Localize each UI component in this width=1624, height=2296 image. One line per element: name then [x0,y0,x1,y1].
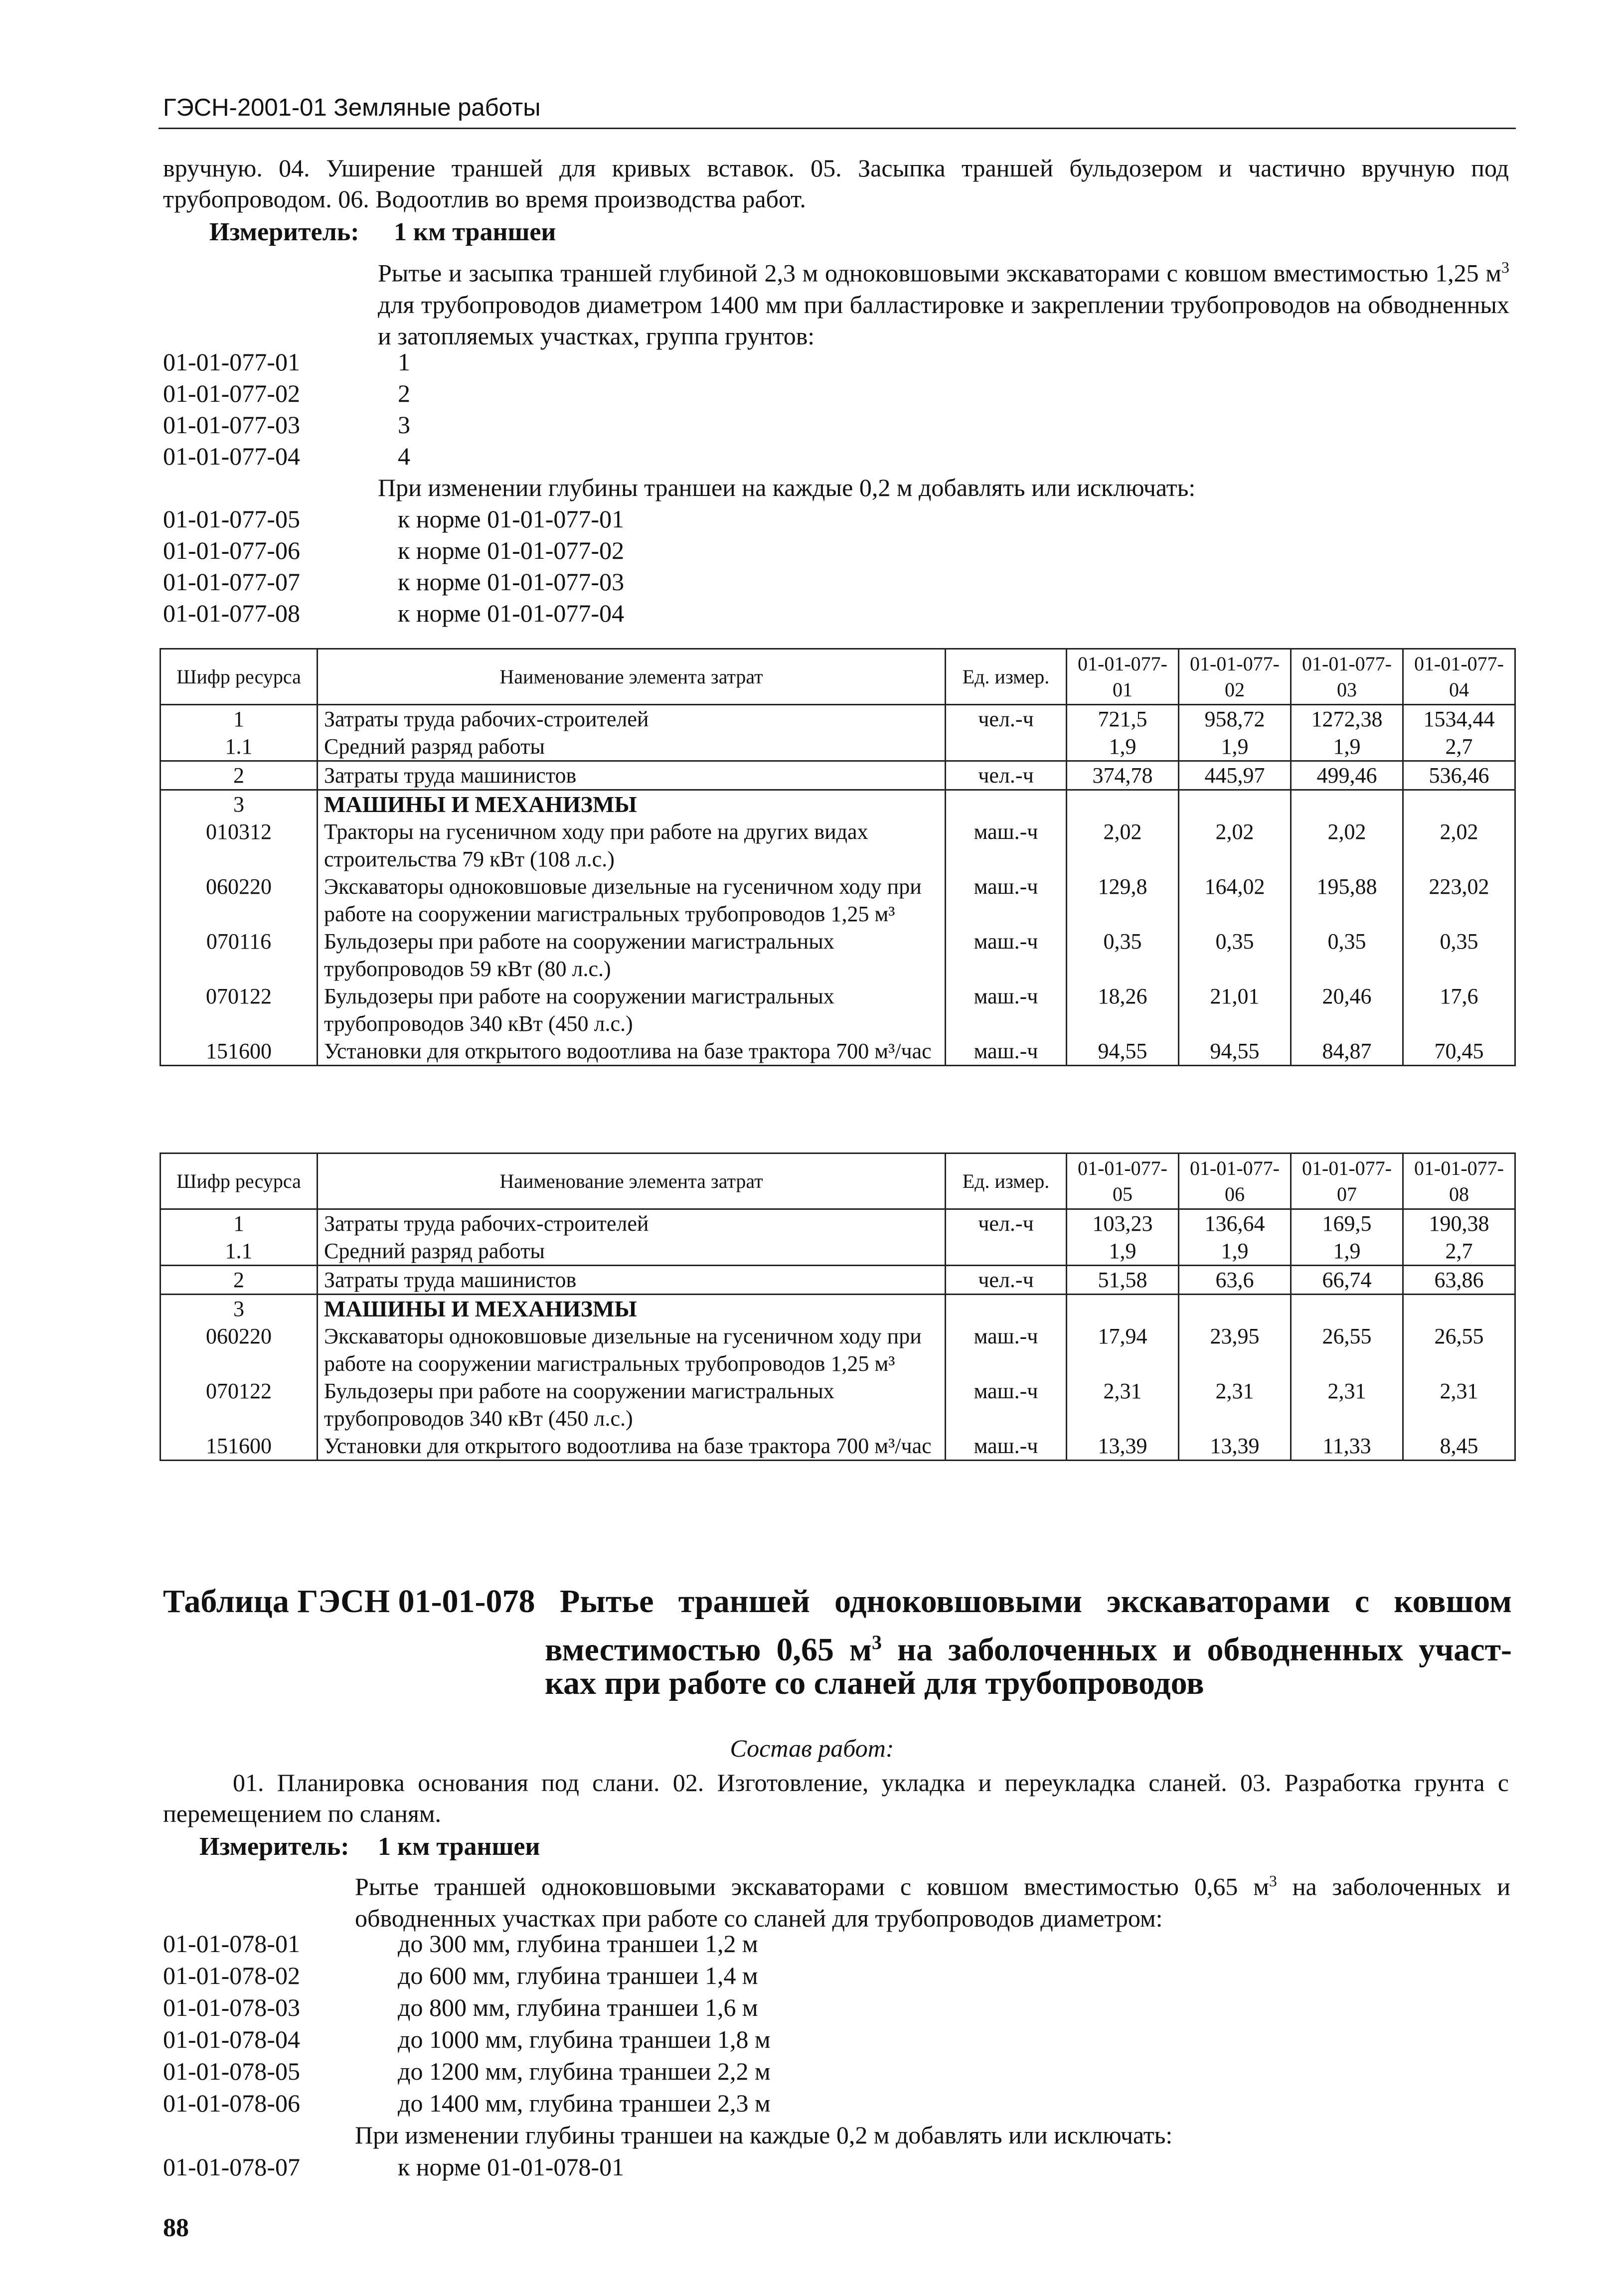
row-name: Экскаваторы одноковшовые дизельные на гусеничном ходу при работе на сооружении магистральных трубопроводов 1,25 м³ [318,873,946,928]
row-value: 445,97 [1179,761,1291,790]
row-value: 13,39 [1067,1432,1179,1461]
row-code: 151600 [161,1432,318,1461]
norm-value: 4 [398,442,410,470]
row-unit: чел.-ч [946,705,1067,733]
row-name: Тракторы на гусеничном ходу при работе на других видах строительства 79 кВт (108 л.с.) [318,818,946,873]
row-value: 169,5 [1291,1209,1403,1238]
col-header-norm: 01-01-077-08 [1403,1153,1515,1209]
row-code: 060220 [161,1322,318,1377]
row-value: 195,88 [1291,873,1403,928]
norm-value: 1 [398,348,410,376]
table-title-line-3: ках при работе со сланей для трубопроводов [545,1665,1204,1701]
row-value: 958,72 [1179,705,1291,733]
row-name: Бульдозеры при работе на сооружении магистральных трубопроводов 340 кВт (450 л.с.) [318,1377,946,1432]
norm-code: 01-01-078-07 [163,2153,300,2181]
row-code: 070122 [161,983,318,1037]
row-code: 010312 [161,818,318,873]
row-unit: маш.-ч [946,983,1067,1037]
row-value: 63,6 [1179,1266,1291,1295]
row-value: 2,31 [1179,1377,1291,1432]
row-value: 721,5 [1067,705,1179,733]
row-code: 1 [161,705,318,733]
row-name: Установки для открытого водоотлива на базе трактора 700 м³/час [318,1432,946,1461]
row-value: 26,55 [1403,1322,1515,1377]
row-unit: маш.-ч [946,1432,1067,1461]
norm-value: до 1400 мм, глубина траншеи 2,3 м [398,2089,771,2117]
depth-change-note: При изменении глубины траншеи на каждые 0,2 м добавлять или исключать: [378,474,1196,501]
row-unit: чел.-ч [946,1266,1067,1295]
col-header-code: Шифр ресурса [161,1153,318,1209]
row-value: 164,02 [1179,873,1291,928]
row-unit: маш.-ч [946,928,1067,983]
row-code: 3 [161,790,318,819]
row-code: 060220 [161,873,318,928]
row-unit: маш.-ч [946,873,1067,928]
row-value: 1,9 [1179,1237,1291,1266]
row-value: 0,35 [1179,928,1291,983]
norm-value: до 600 мм, глубина траншеи 1,4 м [398,1962,758,1989]
row-value: 136,64 [1179,1209,1291,1238]
row-value: 2,02 [1403,818,1515,873]
running-header: ГЭСН-2001-01 Земляные работы [163,94,541,121]
table-title-prefix: Таблица ГЭСН 01-01-078 [163,1583,535,1620]
row-value: 17,6 [1403,983,1515,1037]
table-row [161,1322,1515,1377]
table-title-line-2: вместимостью 0,65 $м^3$ на заболоченных и обводненных участ- [545,1631,1512,1668]
section-heading: МАШИНЫ И МЕХАНИЗМЫ [318,790,946,819]
row-value: 536,46 [1403,761,1515,790]
row-unit: маш.-ч [946,1377,1067,1432]
section-description: Рытье траншей одноковшовыми экскаваторами с ковшом вместимостью 0,65 $м^3$ на заболоченных и обводненных участках при работе со сланей для трубопроводов диаметром: [355,1872,1510,1932]
row-name: Бульдозеры при работе на сооружении магистральных трубопроводов 340 кВт (450 л.с.) [318,983,946,1037]
row-name: Бульдозеры при работе на сооружении магистральных трубопроводов 59 кВт (80 л.с.) [318,928,946,983]
row-value: 13,39 [1179,1432,1291,1461]
table-row [161,761,1515,790]
meter-label: Измеритель: [199,1832,349,1861]
row-value: 70,45 [1403,1037,1515,1066]
col-header-norm: 01-01-077-04 [1403,649,1515,705]
depth-change-note: При изменении глубины траншеи на каждые 0,2 м добавлять или исключать: [355,2121,1173,2149]
row-code: 151600 [161,1037,318,1066]
row-name: Средний разряд работы [318,1237,946,1266]
norm-value: 3 [398,411,410,439]
table-row [161,790,1515,819]
row-unit [946,733,1067,761]
table-row [161,1295,1515,1323]
norm-code: 01-01-078-02 [163,1962,300,1989]
norm-value: до 1200 мм, глубина траншеи 2,2 м [398,2057,771,2085]
row-value: 94,55 [1067,1037,1179,1066]
row-value: 2,7 [1403,733,1515,761]
row-value: 11,33 [1291,1432,1403,1461]
table-row [161,1209,1515,1238]
row-code: 1.1 [161,733,318,761]
row-value: 1,9 [1291,1237,1403,1266]
row-value: 1,9 [1067,733,1179,761]
col-header-code: Шифр ресурса [161,649,318,705]
norm-value: к норме 01-01-078-01 [398,2153,625,2181]
row-name: Затраты труда рабочих-строителей [318,1209,946,1238]
row-code: 070122 [161,1377,318,1432]
row-name: Средний разряд работы [318,733,946,761]
table-row [161,818,1515,873]
row-unit: маш.-ч [946,818,1067,873]
row-value: 0,35 [1067,928,1179,983]
row-value: 63,86 [1403,1266,1515,1295]
row-name: Экскаваторы одноковшовые дизельные на гусеничном ходу при работе на сооружении магистральных трубопроводов 1,25 м³ [318,1322,946,1377]
table-row [161,873,1515,928]
row-value: 499,46 [1291,761,1403,790]
row-code: 1 [161,1209,318,1238]
row-value: 0,35 [1403,928,1515,983]
resource-table-1 [160,648,1516,1066]
row-code: 2 [161,1266,318,1295]
row-value: 84,87 [1291,1037,1403,1066]
work-composition-continuation: вручную. 04. Уширение траншей для кривых вставок. 05. Засыпка траншей бульдозером и частично вручную под трубопроводом. 06. Водоотлив во время производства работ. [163,154,1509,213]
row-value: 129,8 [1067,873,1179,928]
table-row [161,1432,1515,1461]
norm-code: 01-01-077-06 [163,536,300,564]
col-header-norm: 01-01-077-07 [1291,1153,1403,1209]
table-row [161,928,1515,983]
table-row [161,733,1515,761]
row-value: 2,7 [1403,1237,1515,1266]
row-unit: маш.-ч [946,1322,1067,1377]
row-value: 2,31 [1291,1377,1403,1432]
row-value: 223,02 [1403,873,1515,928]
row-name: Затраты труда машинистов [318,761,946,790]
row-value: 2,31 [1403,1377,1515,1432]
section-description: Рытье и засыпка траншей глубиной 2,3 м одноковшовыми экскаваторами с ковшом вместимостью 1,25 $м^3$ для трубопроводов диаметром 1400 мм при балластировке и закреплении трубопроводов на обводненных и затопляемых участках, группа грунтов: [378,258,1509,350]
row-value: 2,02 [1291,818,1403,873]
row-unit: чел.-ч [946,1209,1067,1238]
page-number: 88 [163,2214,189,2242]
row-value: 17,94 [1067,1322,1179,1377]
norm-value: 2 [398,379,410,407]
norm-code: 01-01-077-07 [163,568,300,596]
norm-code: 01-01-077-05 [163,505,300,533]
norm-value: к норме 01-01-077-04 [398,599,625,627]
col-header-name: Наименование элемента затрат [318,649,946,705]
row-value: 66,74 [1291,1266,1403,1295]
row-unit: чел.-ч [946,761,1067,790]
norm-value: до 300 мм, глубина траншеи 1,2 м [398,1930,758,1958]
row-code: 2 [161,761,318,790]
work-composition: 01. Планировка основания под слани. 02. Изготовление, укладка и переукладка сланей. 03. Разработка грунта с перемещением по сланям. [163,1769,1509,1827]
row-value: 190,38 [1403,1209,1515,1238]
row-value: 8,45 [1403,1432,1515,1461]
row-unit [946,1237,1067,1266]
norm-code: 01-01-077-08 [163,599,300,627]
row-value: 2,31 [1067,1377,1179,1432]
row-name: Затраты труда машинистов [318,1266,946,1295]
col-header-name: Наименование элемента затрат [318,1153,946,1209]
row-name: Затраты труда рабочих-строителей [318,705,946,733]
norm-code: 01-01-078-01 [163,1930,300,1958]
norm-code: 01-01-077-01 [163,348,300,376]
meter-label: Измеритель: [209,218,359,246]
col-header-unit: Ед. измер. [946,649,1067,705]
meter-value: 1 км траншеи [394,218,556,246]
norm-value: к норме 01-01-077-03 [398,568,625,596]
norm-code: 01-01-078-03 [163,1993,300,2021]
norm-code: 01-01-077-03 [163,411,300,439]
col-header-norm: 01-01-077-03 [1291,649,1403,705]
table-row [161,1377,1515,1432]
norm-value: до 800 мм, глубина траншеи 1,6 м [398,1993,758,2021]
meter-value: 1 км траншеи [378,1832,540,1861]
row-value: 20,46 [1291,983,1403,1037]
norm-value: к норме 01-01-077-01 [398,505,625,533]
table-row [161,983,1515,1037]
row-code: 3 [161,1295,318,1323]
col-header-norm: 01-01-077-06 [1179,1153,1291,1209]
col-header-unit: Ед. измер. [946,1153,1067,1209]
norm-code: 01-01-078-06 [163,2089,300,2117]
resource-table-2 [160,1152,1516,1461]
table-row [161,1037,1515,1066]
norm-value: до 1000 мм, глубина траншеи 1,8 м [398,2025,771,2053]
row-value: 2,02 [1179,818,1291,873]
col-header-norm: 01-01-077-01 [1067,649,1179,705]
row-value: 1,9 [1179,733,1291,761]
row-value: 374,78 [1067,761,1179,790]
composition-label: Состав работ: [730,1734,894,1762]
row-value: 18,26 [1067,983,1179,1037]
row-value: 0,35 [1291,928,1403,983]
row-value: 26,55 [1291,1322,1403,1377]
row-code: 1.1 [161,1237,318,1266]
row-value: 1534,44 [1403,705,1515,733]
col-header-norm: 01-01-077-05 [1067,1153,1179,1209]
row-value: 23,95 [1179,1322,1291,1377]
header-rule [159,128,1516,129]
row-value: 103,23 [1067,1209,1179,1238]
row-value: 21,01 [1179,983,1291,1037]
row-value: 2,02 [1067,818,1179,873]
norm-value: к норме 01-01-077-02 [398,536,625,564]
col-header-norm: 01-01-077-02 [1179,649,1291,705]
norm-code: 01-01-078-04 [163,2025,300,2053]
section-heading: МАШИНЫ И МЕХАНИЗМЫ [318,1295,946,1323]
table-title-line-1: Рытье траншей одноковшовыми экскаваторами с ковшом [560,1583,1512,1620]
row-value: 1,9 [1067,1237,1179,1266]
row-value: 1,9 [1291,733,1403,761]
norm-code: 01-01-077-02 [163,379,300,407]
table-row [161,705,1515,733]
row-unit: маш.-ч [946,1037,1067,1066]
norm-code: 01-01-078-05 [163,2057,300,2085]
table-row [161,1237,1515,1266]
row-code: 070116 [161,928,318,983]
row-value: 94,55 [1179,1037,1291,1066]
row-value: 1272,38 [1291,705,1403,733]
table-row [161,1266,1515,1295]
norm-code: 01-01-077-04 [163,442,300,470]
row-name: Установки для открытого водоотлива на базе трактора 700 м³/час [318,1037,946,1066]
row-value: 51,58 [1067,1266,1179,1295]
